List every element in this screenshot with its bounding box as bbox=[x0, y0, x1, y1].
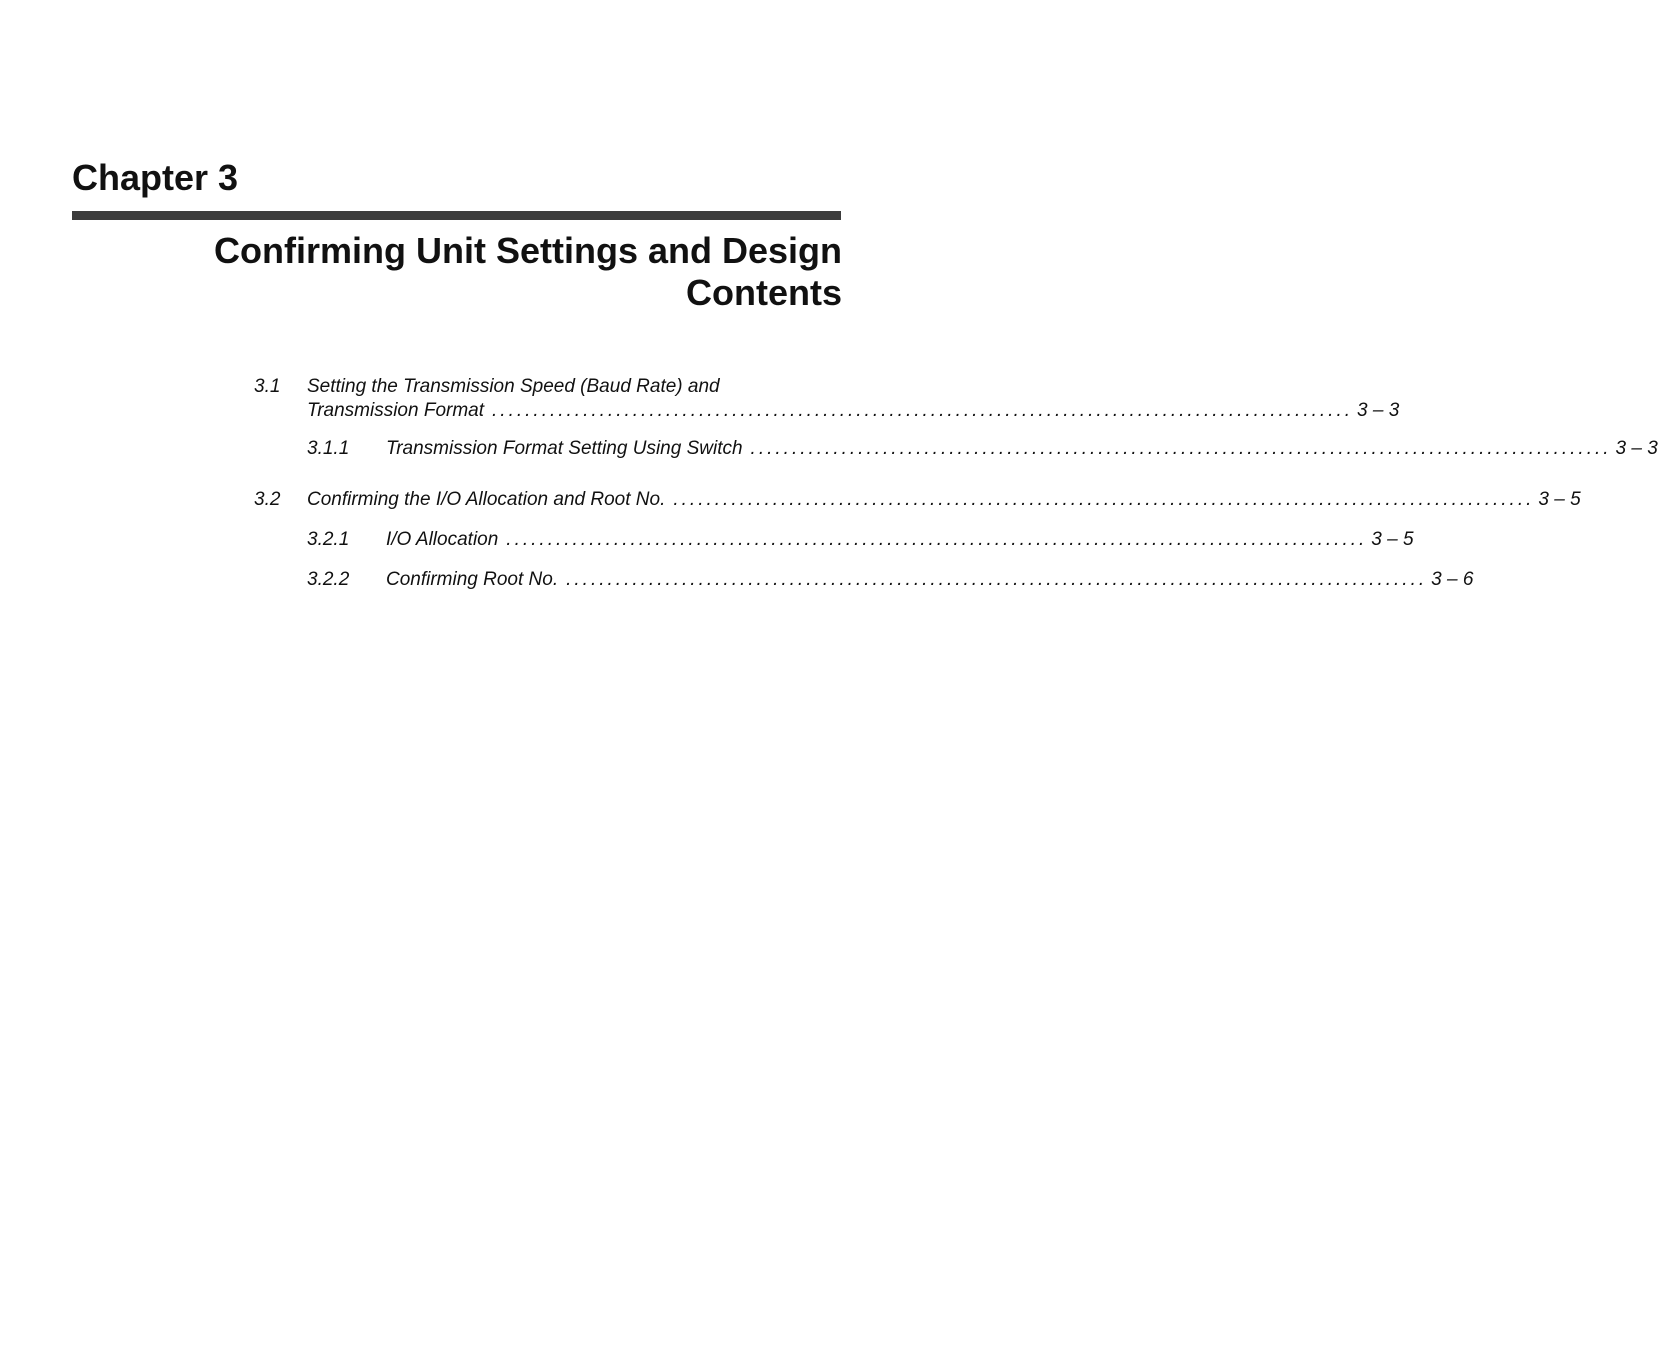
toc-entry-3-1-1[interactable] bbox=[254, 437, 1658, 488]
chapter-title bbox=[160, 230, 842, 314]
toc-title: Confirming the I/O Allocation and Root No. bbox=[307, 489, 666, 510]
chapter-rule bbox=[72, 211, 841, 220]
toc-title-line2: Transmission Format bbox=[307, 400, 485, 421]
toc-entry-3-2-2[interactable] bbox=[254, 568, 1474, 608]
toc-leader: ........................................................................................................ bbox=[750, 438, 1612, 459]
toc-entry-3-1[interactable] bbox=[254, 375, 1400, 437]
toc-leader: ........................................................................................................ bbox=[673, 489, 1535, 510]
toc-title: I/O Allocation bbox=[386, 529, 499, 550]
toc-page-number: 3 – 6 bbox=[1431, 569, 1474, 590]
toc-number: 3.1 bbox=[254, 376, 281, 397]
chapter-title-line2: Contents bbox=[686, 272, 842, 313]
toc-number: 3.2 bbox=[254, 489, 281, 510]
toc-page-number: 3 – 3 bbox=[1357, 400, 1400, 421]
toc-leader: ........................................................................................................ bbox=[566, 569, 1428, 590]
toc-title-line1: Setting the Transmission Speed (Baud Rate) and bbox=[307, 376, 720, 397]
toc-leader: ........................................................................................................ bbox=[492, 400, 1354, 421]
toc-leader: ........................................................................................................ bbox=[506, 529, 1368, 550]
toc-entry-3-2[interactable] bbox=[254, 488, 1581, 528]
chapter-label: Chapter 3 bbox=[72, 157, 239, 198]
toc-number: 3.2.1 bbox=[307, 529, 350, 550]
toc-page-number: 3 – 3 bbox=[1615, 438, 1658, 459]
toc-page-number: 3 – 5 bbox=[1371, 529, 1414, 550]
table-of-contents bbox=[254, 375, 1658, 608]
toc-entry-3-2-1[interactable] bbox=[254, 528, 1414, 568]
toc-number: 3.2.2 bbox=[307, 569, 350, 590]
toc-page-number: 3 – 5 bbox=[1538, 489, 1581, 510]
toc-number: 3.1.1 bbox=[307, 438, 350, 459]
toc-title: Confirming Root No. bbox=[386, 569, 559, 590]
toc-title: Transmission Format Setting Using Switch bbox=[386, 438, 743, 459]
chapter-title-line1: Confirming Unit Settings and Design bbox=[214, 230, 842, 271]
